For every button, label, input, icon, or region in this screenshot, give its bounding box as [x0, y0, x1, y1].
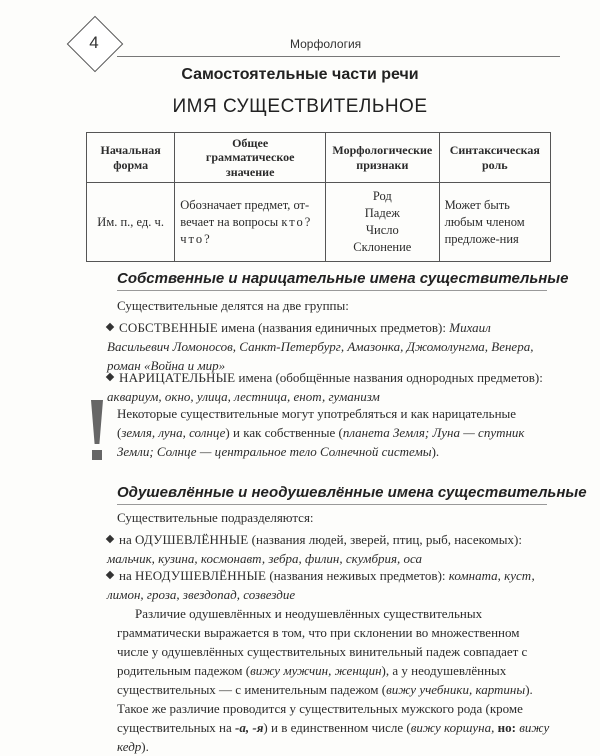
diamond-bullet-icon: [106, 535, 114, 543]
exclamation-icon: [85, 400, 109, 462]
section-heading-proper-common: Собственные и нарицательные имена существительные: [117, 270, 569, 287]
column-header: Общее грамматическое значение: [175, 133, 326, 183]
running-title: Морфология: [290, 37, 362, 51]
note-paragraph: Некоторые существительные могут употребляться и как нарицательные (земля, луна, солнце) и как собственные (планета Земля; Луна — спутник Земли; Солнце — центральное тело Солнечной системы).: [117, 406, 525, 459]
list-item: на ОДУШЕВЛЁННЫЕ (названия людей, зверей, птиц, рыб, насекомых): мальчик, кузина, космонавт, зебра, филин, скумбрия, оса: [107, 532, 522, 566]
table-row: [87, 183, 551, 262]
diamond-bullet-icon: [106, 373, 114, 381]
page-title: Самостоятельные части речи: [181, 66, 419, 83]
column-header: Начальная форма: [87, 133, 175, 183]
table-cell-features: Род Падеж Число Склонение: [326, 183, 440, 262]
diamond-bullet-icon: [106, 571, 114, 579]
section-rule: [117, 290, 547, 291]
section-intro: Существительные делятся на две группы:: [117, 298, 349, 313]
topic-title: ИМЯ СУЩЕСТВИТЕЛЬНОЕ: [172, 96, 428, 117]
list-item: СОБСТВЕННЫЕ имена (названия единичных предметов): Михаил Васильевич Ломоносов, Санкт-Петербург, Амазонка, Джомолунгма, Венера, роман «Война и мир»: [107, 320, 534, 373]
list-item: НАРИЦАТЕЛЬНЫЕ имена (обобщённые названия однородных предметов): аквариум, окно, улица, лестница, енот, гуманизм: [107, 370, 543, 404]
table-cell-role: Может быть любым членом предложе-ния: [439, 183, 550, 262]
section-rule: [117, 504, 547, 505]
table-header-row: [87, 133, 551, 183]
column-header: Синтаксическая роль: [439, 133, 550, 183]
page-number: 4: [89, 33, 99, 52]
noun-properties-table: [86, 132, 551, 262]
diamond-bullet-icon: [106, 323, 114, 331]
table-cell-initial-form: Им. п., ед. ч.: [87, 183, 175, 262]
table-cell-meaning: Обозначает предмет, от-вечает на вопросы кто? что?: [175, 183, 326, 262]
header-rule: [117, 56, 560, 57]
list-item: на НЕОДУШЕВЛЁННЫЕ (названия неживых предметов): комната, куст, лимон, гроза, звездопад, созвездие: [107, 568, 535, 602]
body-paragraph: Различие одушевлённых и неодушевлённых существительных грамматически выражается в том, что при склонении во множественном числе у одушевлённых существительных винительный падеж совпадает с родительным падежом (вижу мужчин, женщин), а у неодушевлённых существительных — с именительным падежом (вижу учебники, картины). Такое же различие проводится у существительных мужского рода (кроме существительных на -а, -я) и в единственном числе (вижу коршуна, но: вижу кедр).: [117, 606, 550, 754]
column-header: Морфологические признаки: [326, 133, 440, 183]
section-intro: Существительные подразделяются:: [117, 510, 314, 525]
section-heading-animate: Одушевлённые и неодушевлённые имена существительные: [117, 484, 587, 501]
